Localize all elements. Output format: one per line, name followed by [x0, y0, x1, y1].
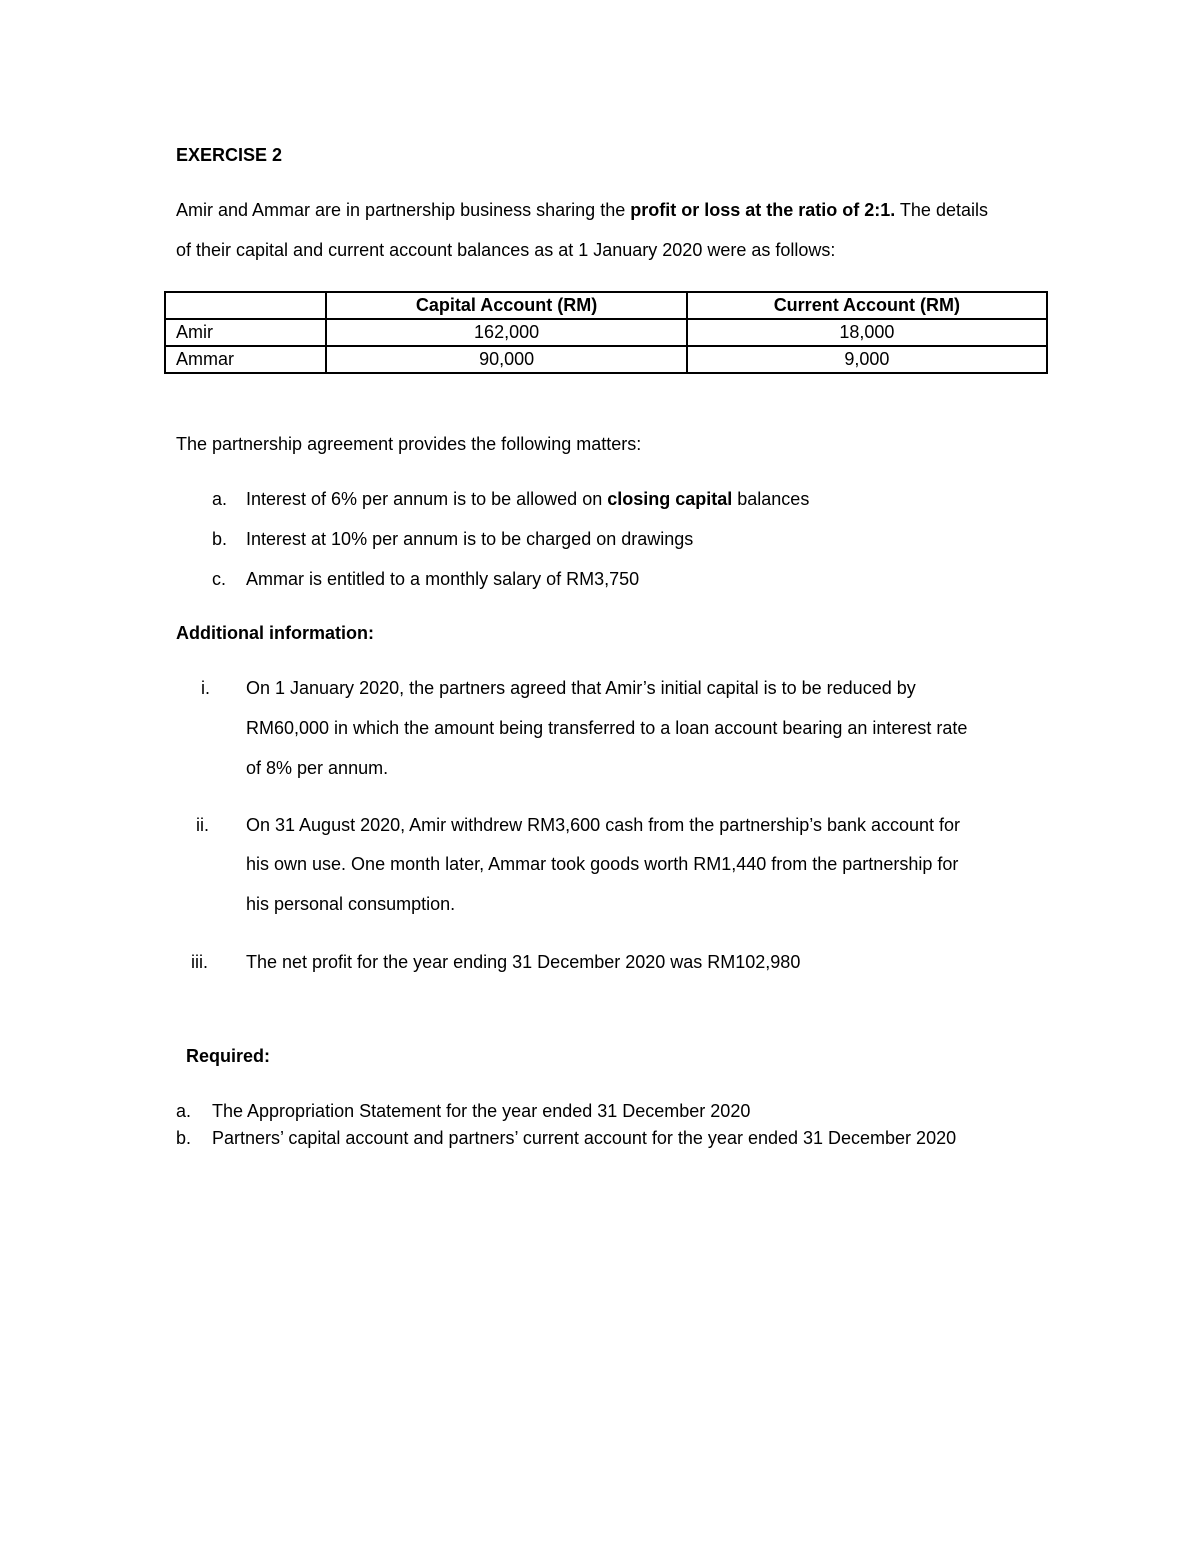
table-cell: 9,000	[687, 346, 1047, 373]
table-cell: 162,000	[326, 319, 686, 346]
additional-item-line: his own use. One month later, Ammar took goods worth RM1,440 from the partnership for	[246, 854, 959, 874]
additional-item-line: On 31 August 2020, Amir withdrew RM3,600 cash from the partnership’s bank account for	[246, 815, 961, 835]
intro-line-1-bold: profit or loss at the ratio of 2:1.	[630, 200, 896, 220]
agreement-item-marker: c.	[212, 569, 227, 589]
balances-table	[164, 291, 1048, 374]
table-cell: Amir	[165, 319, 326, 346]
agreement-item-pre: Interest of 6% per annum is to be allowed on	[246, 489, 608, 509]
agreement-item-marker: a.	[212, 489, 228, 509]
additional-item-line: his personal consumption.	[246, 894, 456, 914]
table-row	[165, 319, 1047, 346]
table-row	[165, 346, 1047, 373]
required-item-text: Partners’ capital account and partners’ current account for the year ended 31 December 2020	[212, 1128, 957, 1148]
table-header-row	[165, 292, 1047, 319]
required-heading: Required:	[186, 1046, 271, 1066]
table-header-cell: Capital Account (RM)	[326, 292, 686, 319]
additional-item-line: RM60,000 in which the amount being transferred to a loan account bearing an interest rate	[246, 718, 968, 738]
intro-line-1-pre: Amir and Ammar are in partnership business sharing the	[176, 200, 631, 220]
intro-line-1	[176, 200, 988, 221]
agreement-item-text: Ammar is entitled to a monthly salary of RM3,750	[246, 569, 640, 589]
agreement-item-text: Interest at 10% per annum is to be charged on drawings	[246, 529, 694, 549]
intro-line-2: of their capital and current account balances as at 1 January 2020 were as follows:	[176, 240, 836, 260]
additional-item-marker: i.	[201, 678, 210, 698]
exercise-title: EXERCISE 2	[176, 145, 283, 165]
table-cell: Ammar	[165, 346, 326, 373]
agreement-item-bold: closing capital	[607, 489, 733, 509]
additional-item-line: The net profit for the year ending 31 December 2020 was RM102,980	[246, 952, 801, 972]
table-cell: 90,000	[326, 346, 686, 373]
intro-line-1-post: The details	[895, 200, 988, 220]
additional-item-marker: ii.	[196, 815, 209, 835]
table-header-cell: Current Account (RM)	[687, 292, 1047, 319]
required-item-text: The Appropriation Statement for the year ended 31 December 2020	[212, 1101, 751, 1121]
agreement-item-marker: b.	[212, 529, 228, 549]
agreement-item-text	[246, 489, 809, 510]
agreement-heading: The partnership agreement provides the following matters:	[176, 434, 642, 454]
additional-item-line: On 1 January 2020, the partners agreed that Amir’s initial capital is to be reduced by	[246, 678, 916, 698]
agreement-item-post: balances	[732, 489, 810, 509]
table-cell: 18,000	[687, 319, 1047, 346]
additional-item-line: of 8% per annum.	[246, 758, 389, 778]
required-item-marker: b.	[176, 1128, 192, 1148]
additional-item-marker: iii.	[191, 952, 208, 972]
table-header-cell	[165, 292, 326, 319]
additional-heading: Additional information:	[176, 623, 374, 643]
required-item-marker: a.	[176, 1101, 192, 1121]
